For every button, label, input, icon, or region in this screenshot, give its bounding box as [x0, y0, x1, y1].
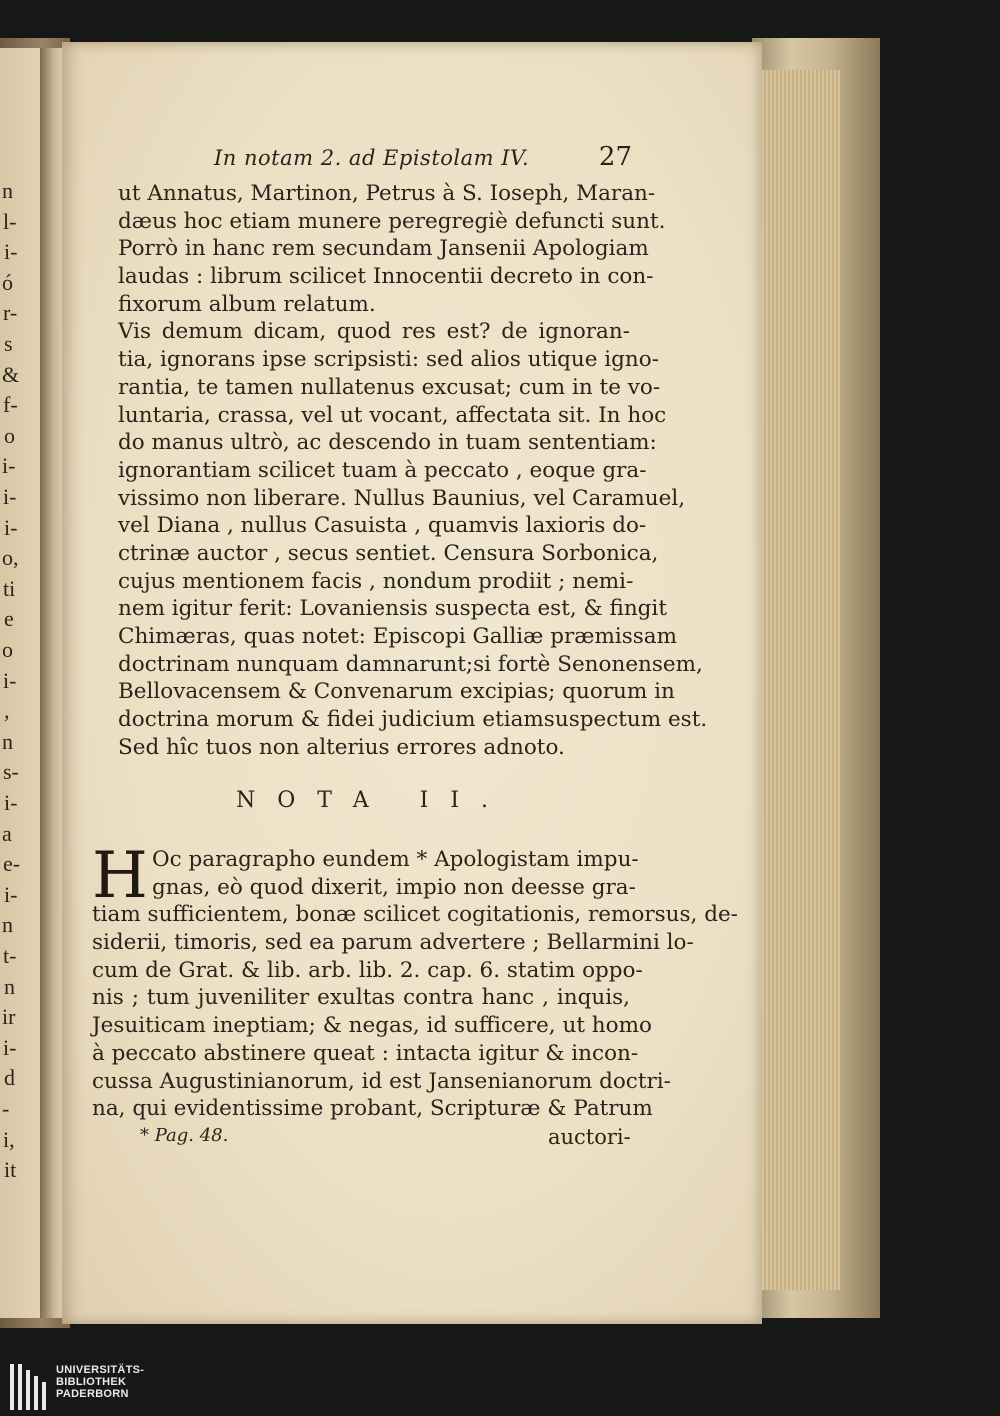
left-page-fragment: ,: [4, 698, 10, 724]
running-title: In notam 2. ad Epistolam IV.: [214, 146, 530, 170]
text-line: nis ; tum juveniliter exultas contra hanc , inquis,: [92, 985, 630, 1011]
footnote: * Pag. 48.: [140, 1125, 229, 1146]
left-page-fragment: s: [4, 331, 13, 356]
library-logo-icon: [8, 1364, 48, 1410]
page-edges: [760, 70, 840, 1290]
left-page-fragment: i,: [3, 1126, 15, 1152]
text-line: Vis demum dicam, quod res est? de ignoran-: [118, 319, 630, 345]
left-page-fragment: i-: [3, 484, 17, 509]
catchword: auctori-: [548, 1125, 631, 1149]
library-logo: [8, 1362, 148, 1412]
left-page-fragment: o: [2, 637, 13, 662]
logo-line: BIBLIOTHEK: [56, 1376, 127, 1388]
text-line: ctrinæ auctor , secus sentiet. Censura Sorbonica,: [118, 540, 659, 566]
logo-line: PADERBORN: [56, 1388, 129, 1400]
left-page-fragment: s-: [3, 759, 19, 785]
text-line: Oc paragrapho eundem * Apologistam impu-: [152, 847, 639, 872]
text-line: nem igitur ferit: Lovaniensis suspecta est, & fingit: [118, 596, 667, 622]
left-page-fragment: ir: [2, 1004, 16, 1030]
left-page-fragment: i-: [3, 1034, 17, 1060]
left-page-fragment: &: [2, 361, 20, 387]
text-line: Jesuiticam ineptiam; & negas, id sufficere, ut homo: [92, 1013, 652, 1039]
text-line: luntaria, crassa, vel ut vocant, affectata sit. In hoc: [118, 402, 667, 428]
paragraph-2: [118, 318, 708, 761]
text-line: à peccato abstinere queat : intacta igitur & incon-: [92, 1040, 639, 1066]
text-line: Chimæras, quas notet: Episcopi Galliæ præmissam: [118, 624, 678, 649]
left-page-fragment: o: [4, 422, 15, 448]
text-line: cussa Augustinianorum, id est Jansenianorum doctri-: [92, 1068, 671, 1094]
text-line: fixorum album relatum.: [118, 291, 376, 317]
section-heading: NOTA II.: [236, 788, 511, 813]
left-page-fragment: i-: [2, 453, 16, 479]
page-header: [214, 142, 632, 176]
left-page-fragment: i-: [4, 881, 18, 907]
left-page-fragment: i-: [4, 790, 18, 815]
paragraph-3: [92, 839, 738, 1123]
left-page-fragment: n: [4, 973, 15, 999]
left-page-fragment: ti: [3, 575, 16, 601]
text-line: doctrinam nunquam damnarunt;si fortè Senonensem,: [118, 651, 703, 677]
text-line: rantia, te tamen nullatenus excusat; cum in te vo-: [118, 374, 661, 400]
left-page-fragment: n: [2, 912, 13, 938]
text-line: cum de Grat. & lib. arb. lib. 2. cap. 6. statim oppo-: [92, 957, 643, 983]
text-line: do manus ultrò, ac descendo in tuam sententiam:: [118, 430, 657, 456]
page-number: 27: [598, 142, 632, 172]
text-line: Porrò in hanc rem secundam Jansenii Apologiam: [118, 236, 649, 262]
left-page-fragment: it: [4, 1157, 17, 1183]
left-page-fragment: f-: [3, 392, 18, 418]
text-line: ut Annatus, Martinon, Petrus à S. Ioseph, Maran-: [118, 181, 656, 206]
text-line: na, qui evidentissime probant, Scripturæ & Patrum: [92, 1096, 653, 1122]
paragraph-1: [118, 180, 666, 318]
text-line: siderii, timoris, sed ea parum advertere ; Bellarmini lo-: [92, 930, 694, 956]
left-page-fragment: i-: [4, 514, 18, 540]
text-line: dæus hoc etiam munere peregregiè defuncti sunt.: [118, 208, 666, 234]
text-line: laudas : librum scilicet Innocentii decreto in con-: [118, 264, 654, 290]
left-page-fragment: l-: [3, 208, 17, 234]
library-logo-text: [56, 1364, 144, 1400]
text-line: Sed hîc tuos non alterius errores adnoto.: [118, 734, 565, 760]
left-page-fragment: e: [4, 606, 14, 632]
left-page-fragment: i-: [3, 667, 17, 693]
text-line: cujus mentionem facis , nondum prodiit ; nemi-: [118, 568, 634, 594]
left-page-fragment: n: [2, 728, 13, 754]
text-line: gnas, eò quod dixerit, impio non deesse gra-: [152, 874, 636, 900]
left-page-fragment: ó: [2, 269, 13, 295]
body-text: [118, 180, 708, 761]
left-page-fragment: i-: [4, 239, 18, 265]
text-line: tia, ignorans ipse scripsisti: sed alios utique igno-: [118, 347, 659, 373]
left-page-fragment: d: [4, 1065, 15, 1091]
text-line: doctrina morum & fidei judicium etiamsuspectum est.: [118, 707, 708, 733]
text-line: vel Diana , nullus Casuista , quamvis laxioris do-: [118, 513, 647, 539]
left-page-fragment: n: [2, 178, 13, 203]
text-line: tiam sufficientem, bonæ scilicet cogitationis, remorsus, de-: [92, 902, 738, 928]
left-page-fragment: -: [2, 1096, 10, 1121]
text-line: ignorantiam scilicet tuam à peccato , eoque gra-: [118, 457, 647, 483]
left-page-fragment: e-: [3, 851, 21, 877]
text-line: vissimo non liberare. Nullus Baunius, vel Caramuel,: [118, 485, 686, 511]
left-page-fragment: t-: [3, 943, 17, 968]
logo-line: UNIVERSITÄTS-: [56, 1364, 145, 1376]
left-page-fragment: o,: [2, 545, 19, 571]
left-page-fragment: r-: [3, 300, 18, 326]
text-line: Bellovacensem & Convenarum excipias; quorum in: [118, 679, 675, 705]
left-page-fragment: a: [2, 820, 12, 846]
drop-cap: H: [92, 839, 148, 913]
